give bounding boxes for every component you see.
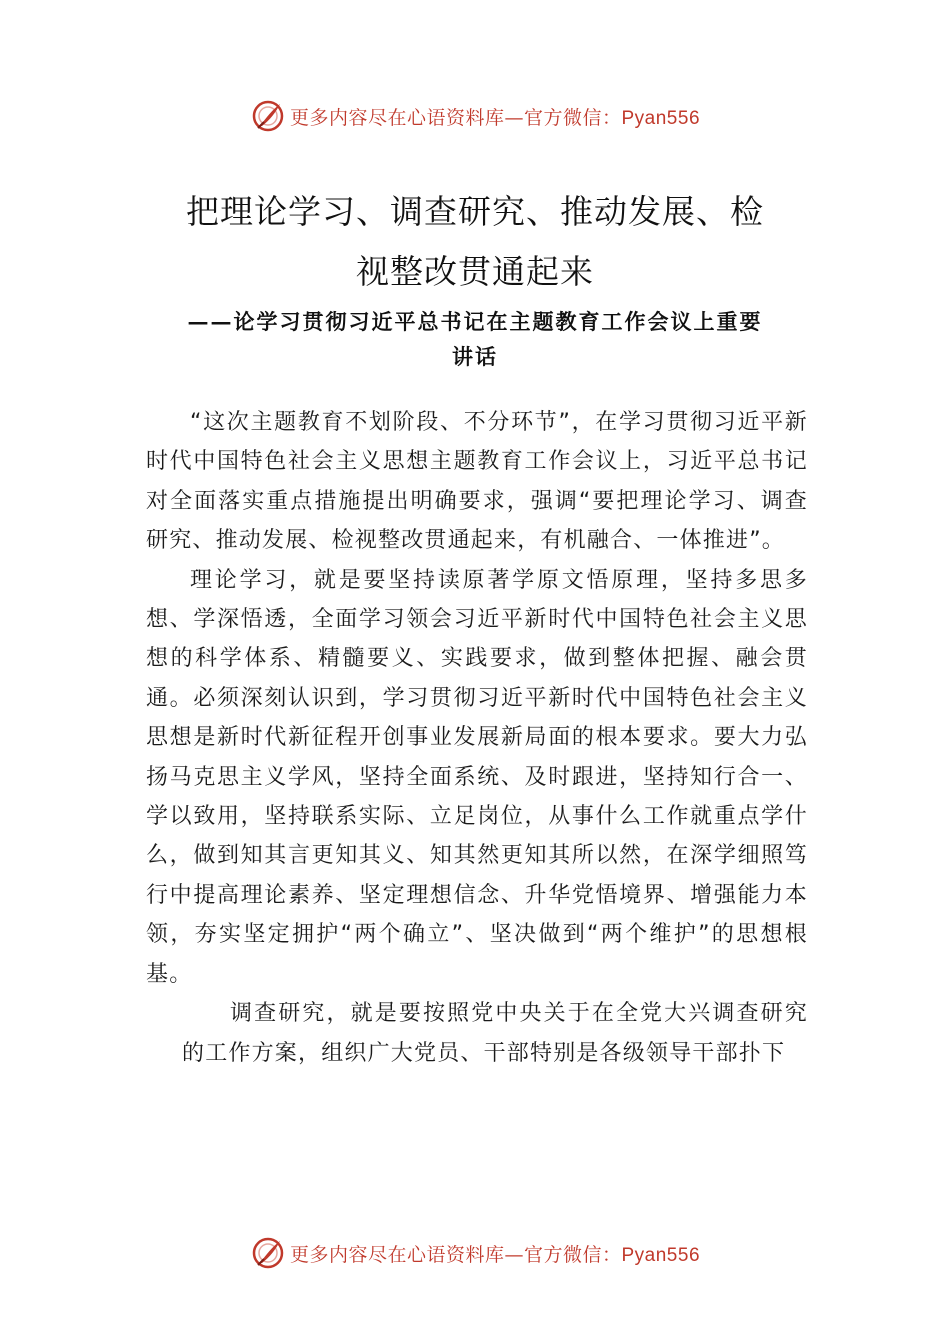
watermark-text	[290, 103, 700, 130]
watermark-brand: 更多内容尽在心语资料库	[289, 106, 505, 129]
watermark-footer	[0, 1233, 950, 1273]
watermark-wechat-id: Pyan556	[621, 1244, 701, 1266]
article-subtitle-line2: 讲话	[452, 344, 498, 369]
watermark-wechat-label: 官方微信：	[523, 106, 622, 129]
quill-circle-icon	[250, 1235, 286, 1271]
article-subtitle-line1: ——论学习贯彻习近平总书记在主题教育工作会议上重要	[187, 309, 763, 334]
watermark-brand: 更多内容尽在心语资料库	[289, 1243, 505, 1266]
watermark-wechat-id: Pyan556	[621, 107, 701, 129]
watermark-text	[290, 1240, 700, 1267]
watermark-header	[0, 96, 950, 136]
watermark-separator: —	[504, 1243, 524, 1266]
watermark-wechat-label: 官方微信：	[523, 1243, 622, 1266]
article-title-line1: 把理论学习、调查研究、推动发展、检	[186, 192, 764, 231]
quill-circle-icon	[250, 98, 286, 134]
article-body	[146, 403, 808, 1073]
article-title-line2: 视整改贯通起来	[356, 252, 594, 291]
paragraph: “这次主题教育不划阶段、不分环节”，在学习贯彻习近平新时代中国特色社会主义思想主题教育工作会议上，习近平总书记对全面落实重点措施提出明确要求，强调“要把理论学习、调查研究、推动发展、检视整改贯通起来，有机融合、一体推进”。	[146, 410, 808, 554]
watermark-separator: —	[504, 106, 524, 129]
paragraph: 理论学习，就是要坚持读原著学原文悟原理，坚持多思多想、学深悟透，全面学习领会习近平新时代中国特色社会主义思想的科学体系、精髓要义、实践要求，做到整体把握、融会贯通。必须深刻认识到，学习贯彻习近平新时代中国特色社会主义思想是新时代新征程开创事业发展新局面的根本要求。要大力弘扬马克思主义学风，坚持全面系统、及时跟进，坚持知行合一、学以致用，坚持联系实际、立足岗位，从事什么工作就重点学什么，做到知其言更知其义、知其然更知其所以然，在深学细照笃行中提高理论素养、坚定理想信念、升华党悟境界、增强能力本领，夯实坚定拥护“两个确立”、坚决做到“两个维护”的思想根基。	[146, 567, 808, 987]
paragraph: 调查研究，就是要按照党中央关于在全党大兴调查研究的工作方案，组织广大党员、干部特别是各级领导干部扑下	[182, 1001, 808, 1066]
